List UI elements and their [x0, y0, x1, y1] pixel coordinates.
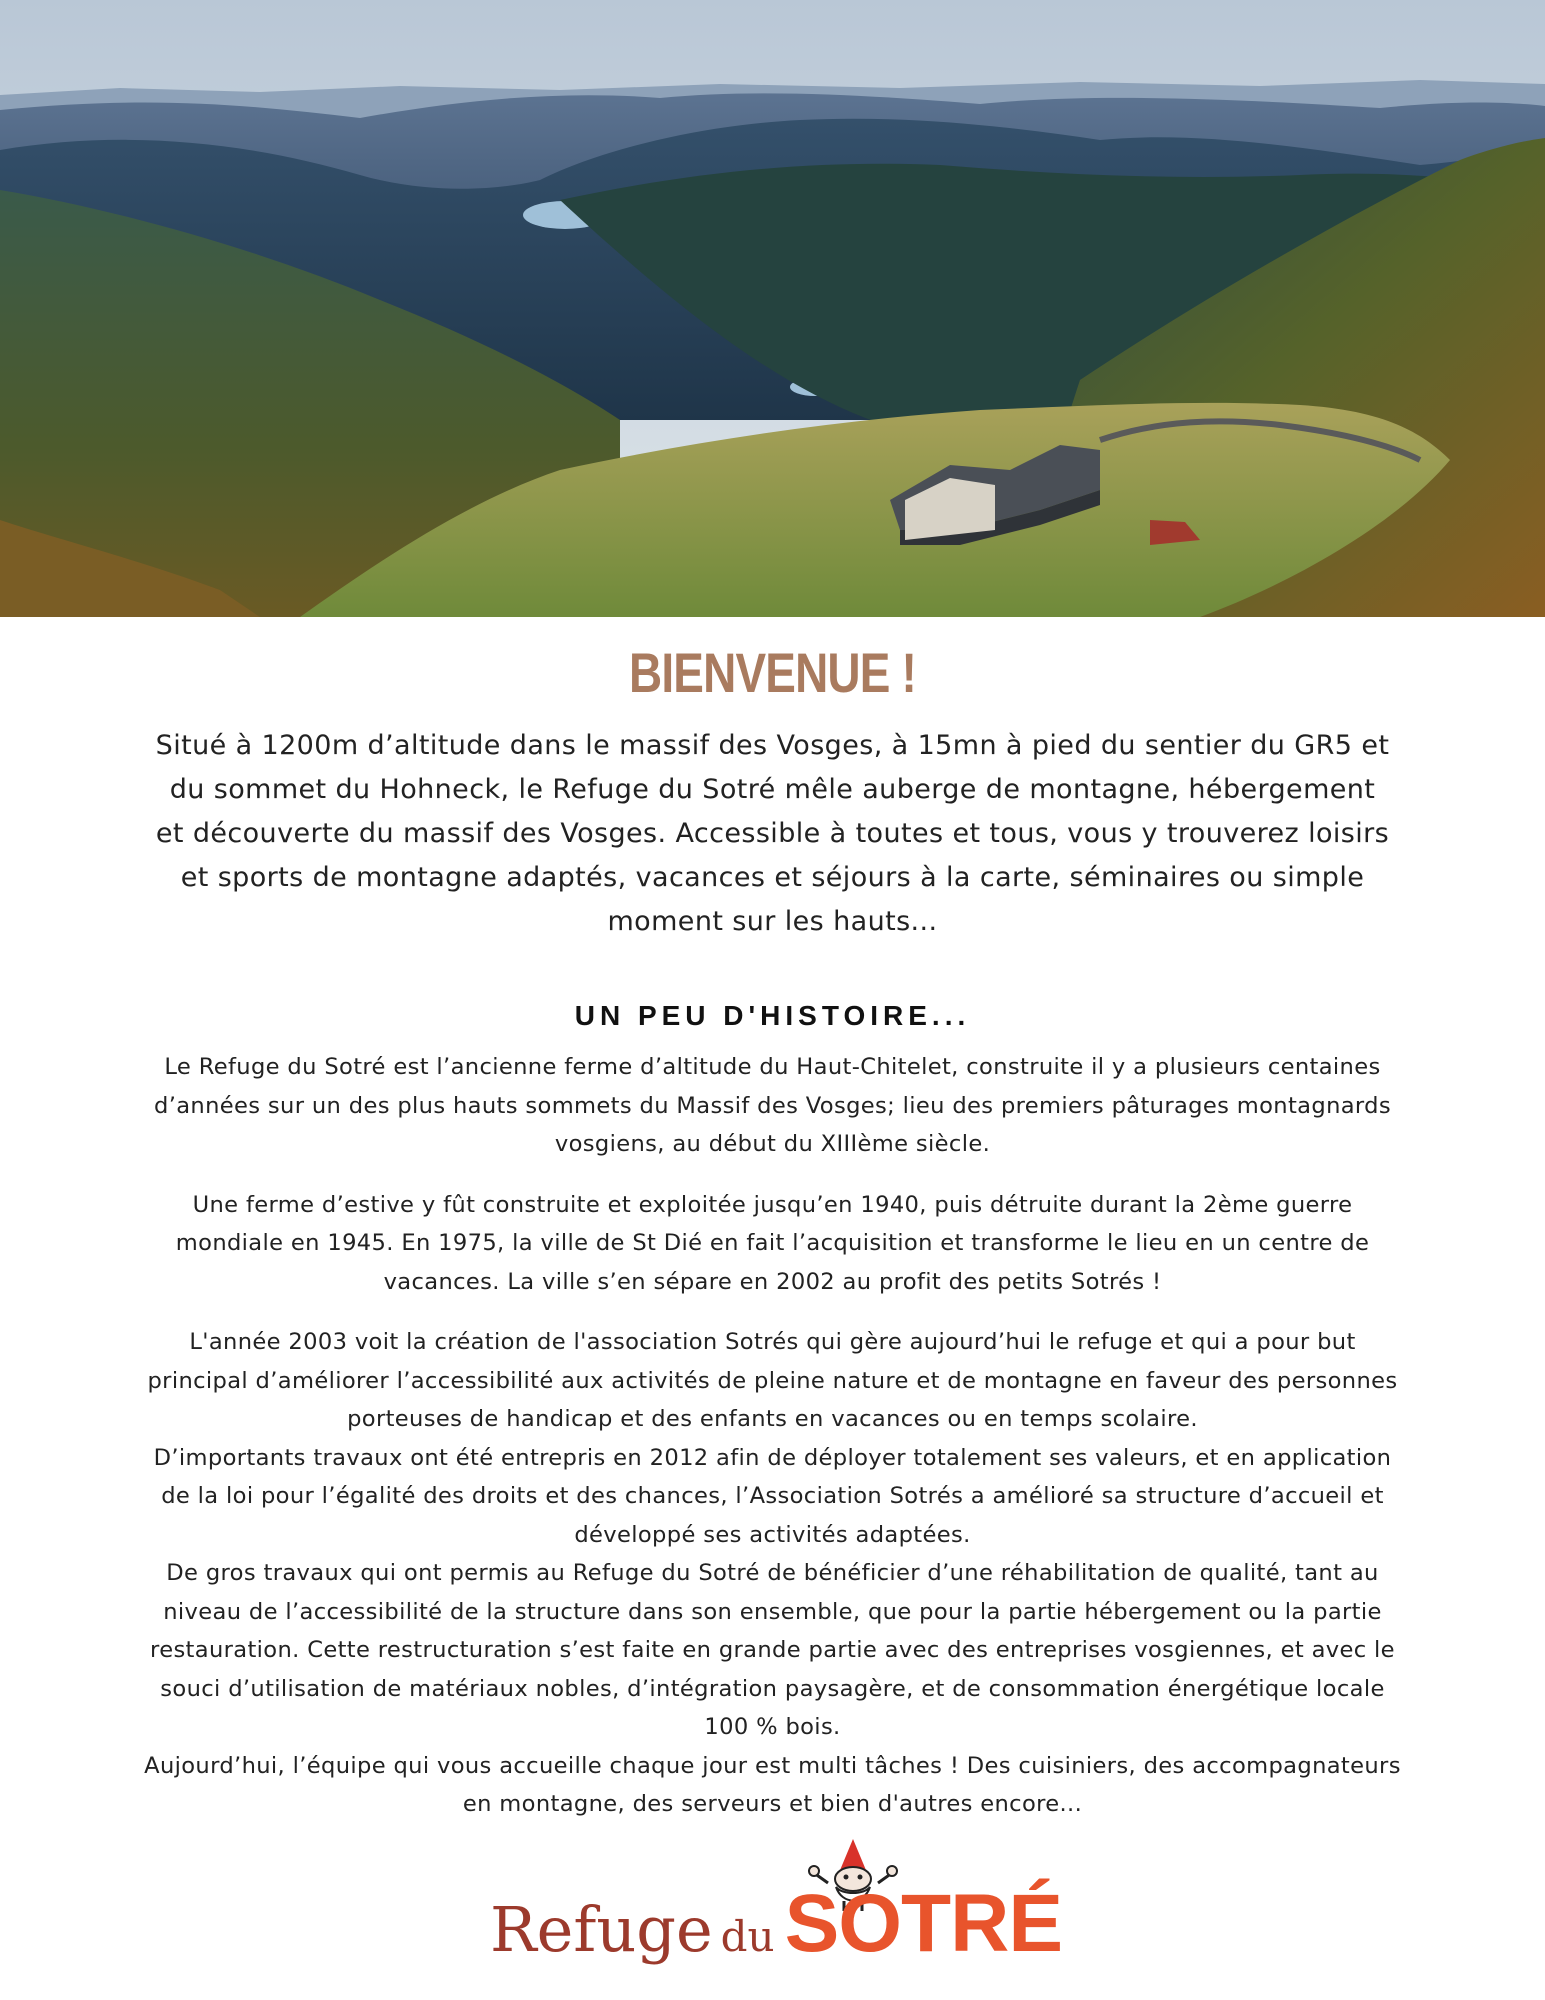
- welcome-title: BIENVENUE !: [629, 641, 916, 704]
- intro-line: moment sur les hauts...: [607, 906, 938, 937]
- intro-text: [110, 724, 1435, 944]
- history-line: D’importants travaux ont été entrepris en 2012 afin de déployer totalement ses valeurs, et en application: [153, 1444, 1392, 1471]
- history-line: restauration. Cette restructuration s’est faite en grande partie avec des entreprises vosgiennes, et avec le: [150, 1637, 1395, 1663]
- history-line: en montagne, des serveurs et bien d'autres encore...: [462, 1791, 1083, 1817]
- history-paragraph-2: [60, 1186, 1485, 1302]
- intro-line: du sommet du Hohneck, le Refuge du Sotré mêle auberge de montagne, hébergement: [169, 774, 1376, 805]
- history-line: d’années sur un des plus hauts sommets du Massif des Vosges; lieu des premiers pâturages montagnards: [154, 1092, 1391, 1119]
- history-line: Le Refuge du Sotré est l’ancienne ferme d’altitude du Haut-Chitelet, construite il y a plusieurs centaines: [164, 1054, 1381, 1080]
- history-line: Aujourd’hui, l’équipe qui vous accueille chaque jour est multi tâches ! Des cuisiniers, des accompagnateurs: [144, 1752, 1401, 1779]
- logo-text-du: du: [720, 1912, 775, 1961]
- history-line: De gros travaux qui ont permis au Refuge du Sotré de bénéficier d’une réhabilitation de qualité, tant au: [166, 1560, 1379, 1586]
- intro-line: et découverte du massif des Vosges. Accessible à toutes et tous, vous y trouverez loisirs: [155, 818, 1390, 849]
- logo-wordmark: [490, 1877, 1062, 1971]
- logo-text-sotre: SOTRÉ: [784, 1878, 1063, 1969]
- intro-line: et sports de montagne adaptés, vacances et séjours à la carte, séminaires ou simple: [180, 862, 1365, 893]
- history-line: de la loi pour l’égalité des droits et des chances, l’Association Sotrés a amélioré sa structure d’accueil et: [161, 1483, 1384, 1509]
- history-line: Une ferme d’estive y fût construite et exploitée jusqu’en 1940, puis détruite durant la 2ème guerre: [192, 1191, 1353, 1218]
- history-line: vacances. La ville s’en sépare en 2002 au profit des petits Sotrés !: [383, 1268, 1162, 1295]
- intro-line: Situé à 1200m d’altitude dans le massif des Vosges, à 15mn à pied du sentier du GR5 et: [155, 730, 1390, 761]
- history-text: [60, 1048, 1485, 1824]
- history-paragraph-3: [60, 1323, 1485, 1824]
- history-paragraph-1: [60, 1048, 1485, 1164]
- hero-landscape-image: [0, 0, 1545, 617]
- history-line: principal d’améliorer l’accessibilité aux activités de pleine nature et de montagne en faveur des personnes: [147, 1367, 1398, 1394]
- refuge-du-sotre-logo: [490, 1835, 1063, 1985]
- history-line: niveau de l’accessibilité de la structure dans son ensemble, que pour la partie hébergement ou la partie: [163, 1598, 1382, 1625]
- history-line: vosgiens, au début du XIIIème siècle.: [554, 1131, 991, 1157]
- history-line: 100 % bois.: [704, 1714, 841, 1740]
- logo-text-refuge: Refuge: [490, 1893, 713, 1966]
- landscape-illustration: [0, 0, 1545, 617]
- history-line: L'année 2003 voit la création de l'association Sotrés qui gère aujourd’hui le refuge et qui a pour but: [189, 1329, 1356, 1355]
- history-line: porteuses de handicap et des enfants en vacances ou en temps scolaire.: [347, 1406, 1198, 1432]
- history-line: mondiale en 1945. En 1975, la ville de St Dié en fait l’acquisition et transforme le lieu en un centre de: [175, 1230, 1370, 1256]
- history-line: souci d’utilisation de matériaux nobles, d’intégration paysagère, et de consommation énergétique locale: [160, 1675, 1385, 1702]
- history-line: développé ses activités adaptées.: [574, 1521, 971, 1548]
- history-heading: UN PEU D'HISTOIRE...: [574, 1000, 971, 1031]
